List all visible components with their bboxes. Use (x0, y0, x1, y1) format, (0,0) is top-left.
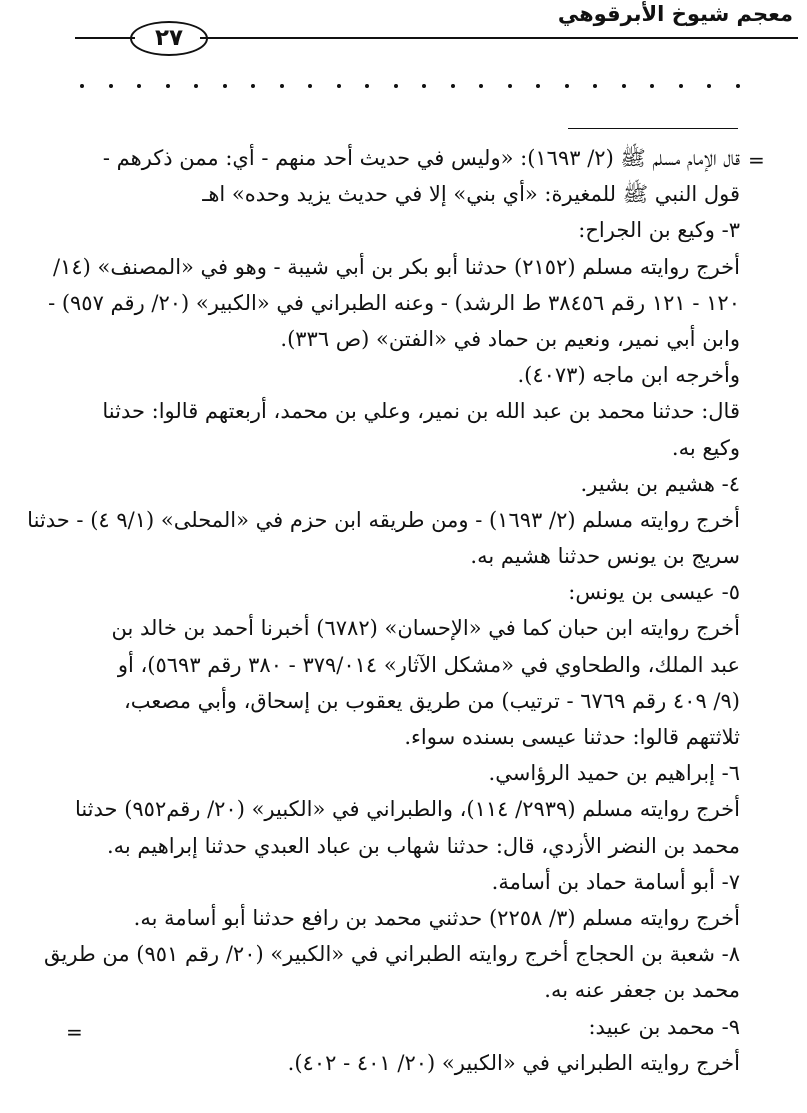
text-line: قال الإمام مسلم ﷺ (٢/ ١٦٩٣): «وليس في حديث أحد منهم - أي: ممن ذكرهم - (102, 146, 740, 170)
text-line: سريج بن يونس حدثنا هشيم به. (470, 544, 740, 569)
header-rule-right (200, 37, 798, 39)
text-line: ثلاثتهم قالوا: حدثنا عيسى بسنده سواء. (404, 725, 740, 749)
divider-dot (166, 84, 170, 88)
divider-dot (80, 84, 84, 88)
text-line: ٩- محمد بن عبيد: (588, 1014, 740, 1039)
dotted-divider (80, 84, 740, 88)
text-line: محمد بن جعفر عنه به. (544, 978, 740, 1003)
page-header (0, 0, 807, 60)
text-line: ١٢٠ - ١٢١ رقم ٣٨٤٥٦ ط الرشد) - وعنه الطبراني في «الكبير» (٢٠/ رقم ٩٥٧) - (48, 290, 740, 315)
text-line: عبد الملك، والطحاوي في «مشكل الآثار» ٣٧٩/٠١٤ - ٣٨٠ رقم ٥٦٩٣)، أو (117, 652, 740, 677)
divider-dot (422, 84, 426, 88)
text-line: أخرج روايته الطبراني في «الكبير» (٢٠/ ٤٠١ - ٤٠٢). (287, 1050, 740, 1075)
text-line: ٨- شعبة بن الحجاج أخرج روايته الطبراني في «الكبير» (٢٠/ رقم ٩٥١) من طريق (44, 942, 740, 967)
text-line: محمد بن النضر الأزدي، قال: حدثنا شهاب بن عباد العبدي حدثنا إبراهيم به. (106, 833, 740, 858)
book-title: معجم شيوخ الأبرقوهي (557, 2, 793, 26)
text-line: وابن أبي نمير، ونعيم بن حماد في «الفتن» (ص ٣٣٦). (280, 326, 740, 351)
divider-dot (451, 84, 455, 88)
text-line: أخرج روايته مسلم (٢٩٣٩/ ١١٤)، والطبراني في «الكبير» (٢٠/ رقم٩٥٢) حدثنا (74, 797, 740, 822)
text-line: (٩/ ٤٠٩ رقم ٦٧٦٩ - ترتيب) من طريق يعقوب بن إسحاق، وأبي مصعب، (123, 688, 740, 713)
text-line: ٣- وكيع بن الجراح: (578, 218, 740, 243)
divider-dot (508, 84, 512, 88)
divider-dot (650, 84, 654, 88)
text-line: ٤- هشيم بن بشير. (580, 471, 740, 496)
text-line: أخرج روايته مسلم (٢/ ١٦٩٣) - ومن طريقه ابن حزم في «المحلى» (٩/١ ٤) - حدثنا (27, 507, 740, 532)
divider-dot (137, 84, 141, 88)
divider-dot (194, 84, 198, 88)
text-line: وكيع به. (671, 435, 740, 460)
divider-dot (394, 84, 398, 88)
divider-dot (622, 84, 626, 88)
divider-dot (565, 84, 569, 88)
divider-dot (251, 84, 255, 88)
divider-dot (308, 84, 312, 88)
divider-dot (365, 84, 369, 88)
text-line: قال: حدثنا محمد بن عبد الله بن نمير، وعلي بن محمد، أربعتهم قالوا: حدثنا (102, 399, 740, 424)
continuation-marker-bottom: = (66, 1020, 83, 1044)
divider-dot (109, 84, 113, 88)
divider-dot (679, 84, 683, 88)
text-line: ٥- عيسى بن يونس: (568, 580, 740, 605)
text-line: وأخرجه ابن ماجه (٤٠٧٣). (517, 363, 740, 388)
text-line: ٦- إبراهيم بن حميد الرؤاسي. (488, 761, 740, 786)
divider-dot (707, 84, 711, 88)
text-line: أخرج روايته مسلم (٢١٥٢) حدثنا أبو بكر بن أبي شيبة - وهو في «المصنف» (١٤/ (53, 254, 740, 279)
header-rule-left (75, 37, 135, 39)
divider-dot (593, 84, 597, 88)
divider-dot (223, 84, 227, 88)
divider-dot (536, 84, 540, 88)
text-line: أخرج روايته مسلم (٣/ ٢٢٥٨) حدثني محمد بن رافع حدثنا أبو أسامة به. (133, 905, 740, 930)
divider-dot (736, 84, 740, 88)
divider-dot (280, 84, 284, 88)
footnote-separator (568, 128, 738, 129)
continuation-marker-top: = (748, 148, 765, 172)
text-line: ٧- أبو أسامة حماد بن أسامة. (491, 869, 740, 894)
text-line: قول النبي ﷺ للمغيرة: «أي بني» إلا في حديث يزيد وحده» اهـ (202, 182, 740, 207)
page-number: ٢٧ (130, 21, 208, 56)
divider-dot (337, 84, 341, 88)
divider-dot (479, 84, 483, 88)
footnote-body (27, 140, 740, 1081)
text-line: أخرج روايته ابن حبان كما في «الإحسان» (٦٧٨٢) أخبرنا أحمد بن خالد بن (111, 616, 740, 641)
